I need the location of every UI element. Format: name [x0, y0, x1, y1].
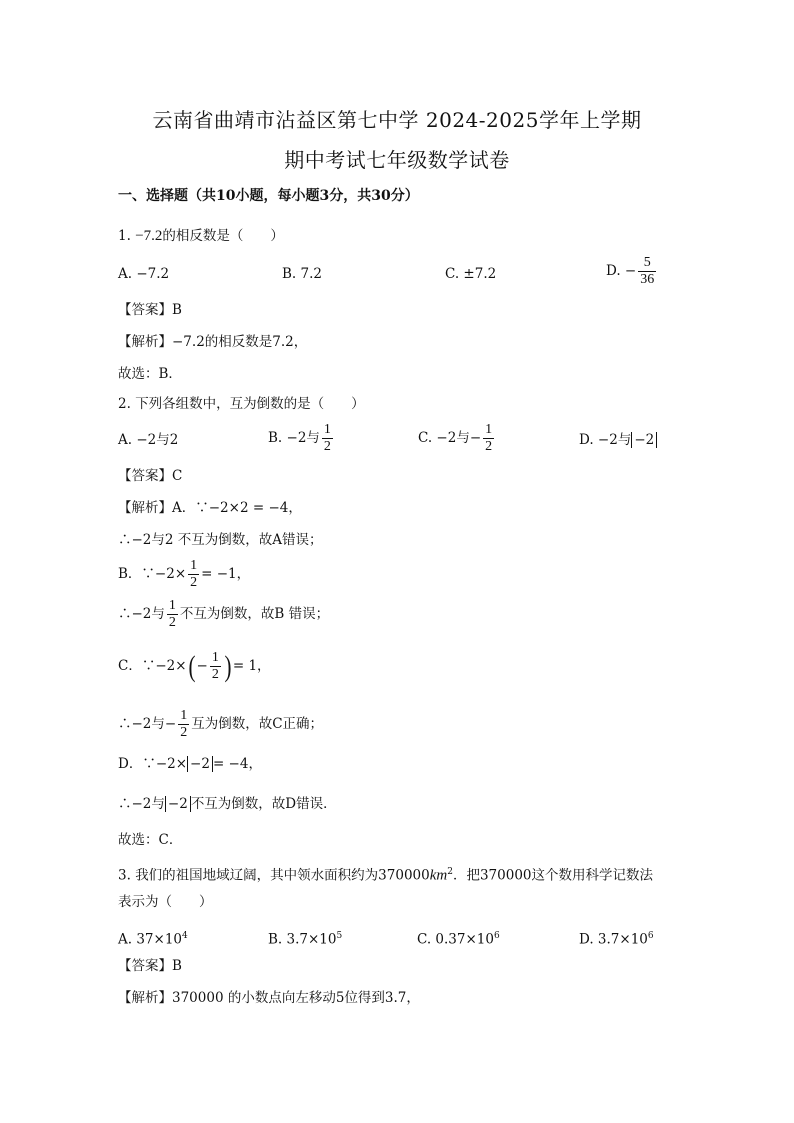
fraction-denominator: 2 [323, 439, 331, 454]
half-fraction [483, 422, 494, 455]
q3-option-b [268, 926, 342, 950]
fraction-numerator: 1 [180, 708, 188, 723]
q3-option-a-exponent: 4 [182, 931, 188, 941]
q3-answer: 【答案】B [118, 958, 182, 974]
q2-analysis-c-conclusion-pre: ∴−2与− [118, 716, 177, 732]
q2-answer: 【答案】C [118, 468, 183, 484]
q3-stem-line2: 表示为（ ） [118, 894, 213, 910]
q2-analysis-c-conclusion-post: 互为倒数，故C正确； [191, 716, 324, 732]
q2-analysis-d-pre: D．∵−2× [118, 756, 188, 772]
fraction-denominator: 2 [180, 725, 188, 740]
q2-analysis-b-pre: B．∵−2× [118, 566, 187, 582]
q3-option-d [579, 926, 654, 950]
q3-stem-post: ．把370000这个数用科学记数法 [452, 867, 654, 884]
q3-option-c-text: C. 0.37×10 [417, 931, 494, 948]
q3-unit: km [429, 867, 448, 884]
q2-analysis-b-post: = −1， [201, 566, 251, 582]
q3-option-d-text: D. 3.7×10 [579, 931, 648, 948]
fraction-numerator: 1 [190, 558, 198, 573]
q1-option-d-fraction [638, 255, 656, 288]
q2-option-b [268, 422, 335, 455]
exam-title-line1: 云南省曲靖市沾益区第七中学 2024-2025学年上学期 [152, 108, 642, 132]
fraction-denominator: 2 [485, 439, 493, 454]
q2-option-c-label: C. −2与− [418, 430, 482, 446]
q2-number: 2. [118, 396, 131, 412]
q2-analysis-c-minus: − [196, 658, 208, 674]
q1-analysis: 【解析】−7.2的相反数是7.2， [118, 334, 308, 350]
q2-analysis-b-conclusion [118, 598, 329, 631]
q2-analysis-d [118, 754, 262, 774]
left-paren: ( [188, 649, 196, 683]
q3-option-b-text: B. 3.7×10 [268, 931, 337, 948]
q3-option-b-exponent: 5 [336, 931, 343, 941]
fraction-denominator: 36 [640, 272, 655, 287]
right-paren: ) [224, 649, 232, 683]
q2-conclusion: 故选：C． [118, 832, 183, 848]
q1-option-d-label: D. − [606, 263, 637, 279]
fraction-numerator: 1 [168, 598, 176, 613]
q2-option-d [579, 430, 657, 450]
section-heading: 一、选择题（共10小题，每小题3分，共30分） [118, 188, 419, 204]
q2-option-b-label: B. −2与 [268, 430, 320, 446]
q1-option-d [606, 255, 658, 288]
q2-stem-text: 下列各组数中，互为倒数的是（ ） [135, 396, 365, 412]
q3-option-d-exponent: 6 [647, 931, 654, 941]
q2-analysis-a: 【解析】A．∵−2×2 = −4， [118, 500, 302, 516]
q3-stem-pre: 我们的祖国地域辽阔，其中领水面积约为370000 [135, 867, 430, 884]
q1-option-b: B. 7.2 [282, 266, 322, 282]
fraction-numerator: 1 [485, 422, 493, 437]
half-fraction [210, 650, 221, 683]
q3-option-c-exponent: 6 [493, 931, 500, 941]
q1-number: 1. [118, 228, 131, 244]
q2-analysis-c-conclusion [118, 708, 323, 741]
q2-analysis-d-post: = −4， [212, 756, 262, 772]
q3-number: 3. [118, 867, 131, 884]
q2-analysis-a-conclusion: ∴−2与2 不互为倒数，故A错误； [118, 532, 323, 548]
fraction-numerator: 1 [211, 650, 219, 665]
q2-option-d-label: D. −2与 [579, 432, 632, 448]
fraction-numerator: 5 [638, 255, 656, 272]
q1-option-a: A. −7.2 [118, 266, 170, 282]
q1-option-c: C. ±7.2 [445, 266, 497, 282]
q2-stem [118, 394, 365, 414]
fraction-denominator: 2 [190, 575, 198, 590]
fraction-denominator: 2 [168, 615, 176, 630]
absolute-value: −2 [165, 796, 191, 812]
half-fraction [167, 598, 178, 631]
q2-analysis-b-conclusion-post: 不互为倒数，故B 错误； [179, 606, 330, 622]
q2-option-c [418, 422, 496, 455]
q3-option-a [118, 926, 188, 950]
q2-analysis-d-conclusion-pre: ∴−2与 [118, 796, 165, 812]
q2-analysis-c [118, 650, 271, 683]
half-fraction [188, 558, 199, 591]
q3-stem-line1 [118, 862, 653, 886]
half-fraction [322, 422, 333, 455]
fraction-denominator: 2 [211, 667, 219, 682]
q1-expr: −7.2 [135, 228, 163, 244]
q1-conclusion: 故选：B． [118, 366, 182, 382]
fraction-numerator: 1 [323, 422, 331, 437]
q1-stem-text: 的相反数是（ ） [162, 228, 284, 244]
absolute-value: −2 [187, 756, 213, 772]
q3-unit-exponent: 2 [447, 867, 453, 877]
q2-option-a: A. −2与2 [118, 432, 179, 448]
q2-analysis-b [118, 558, 250, 591]
q1-answer: 【答案】B [118, 302, 182, 318]
absolute-value: −2 [631, 432, 657, 448]
half-fraction [178, 708, 189, 741]
q1-stem [118, 226, 284, 246]
q3-analysis: 【解析】370000 的小数点向左移动5位得到3.7， [118, 990, 420, 1006]
q2-analysis-c-post: = 1， [232, 658, 271, 674]
exam-title-line2: 期中考试七年级数学试卷 [284, 148, 510, 172]
q2-analysis-c-pre: C．∵−2× [118, 658, 187, 674]
q2-analysis-d-conclusion-post: 不互为倒数，故D错误． [190, 796, 337, 812]
q3-option-c [417, 926, 500, 950]
q2-analysis-d-conclusion [118, 794, 337, 814]
q2-analysis-b-conclusion-pre: ∴−2与 [118, 606, 165, 622]
q3-option-a-text: A. 37×10 [118, 931, 182, 948]
